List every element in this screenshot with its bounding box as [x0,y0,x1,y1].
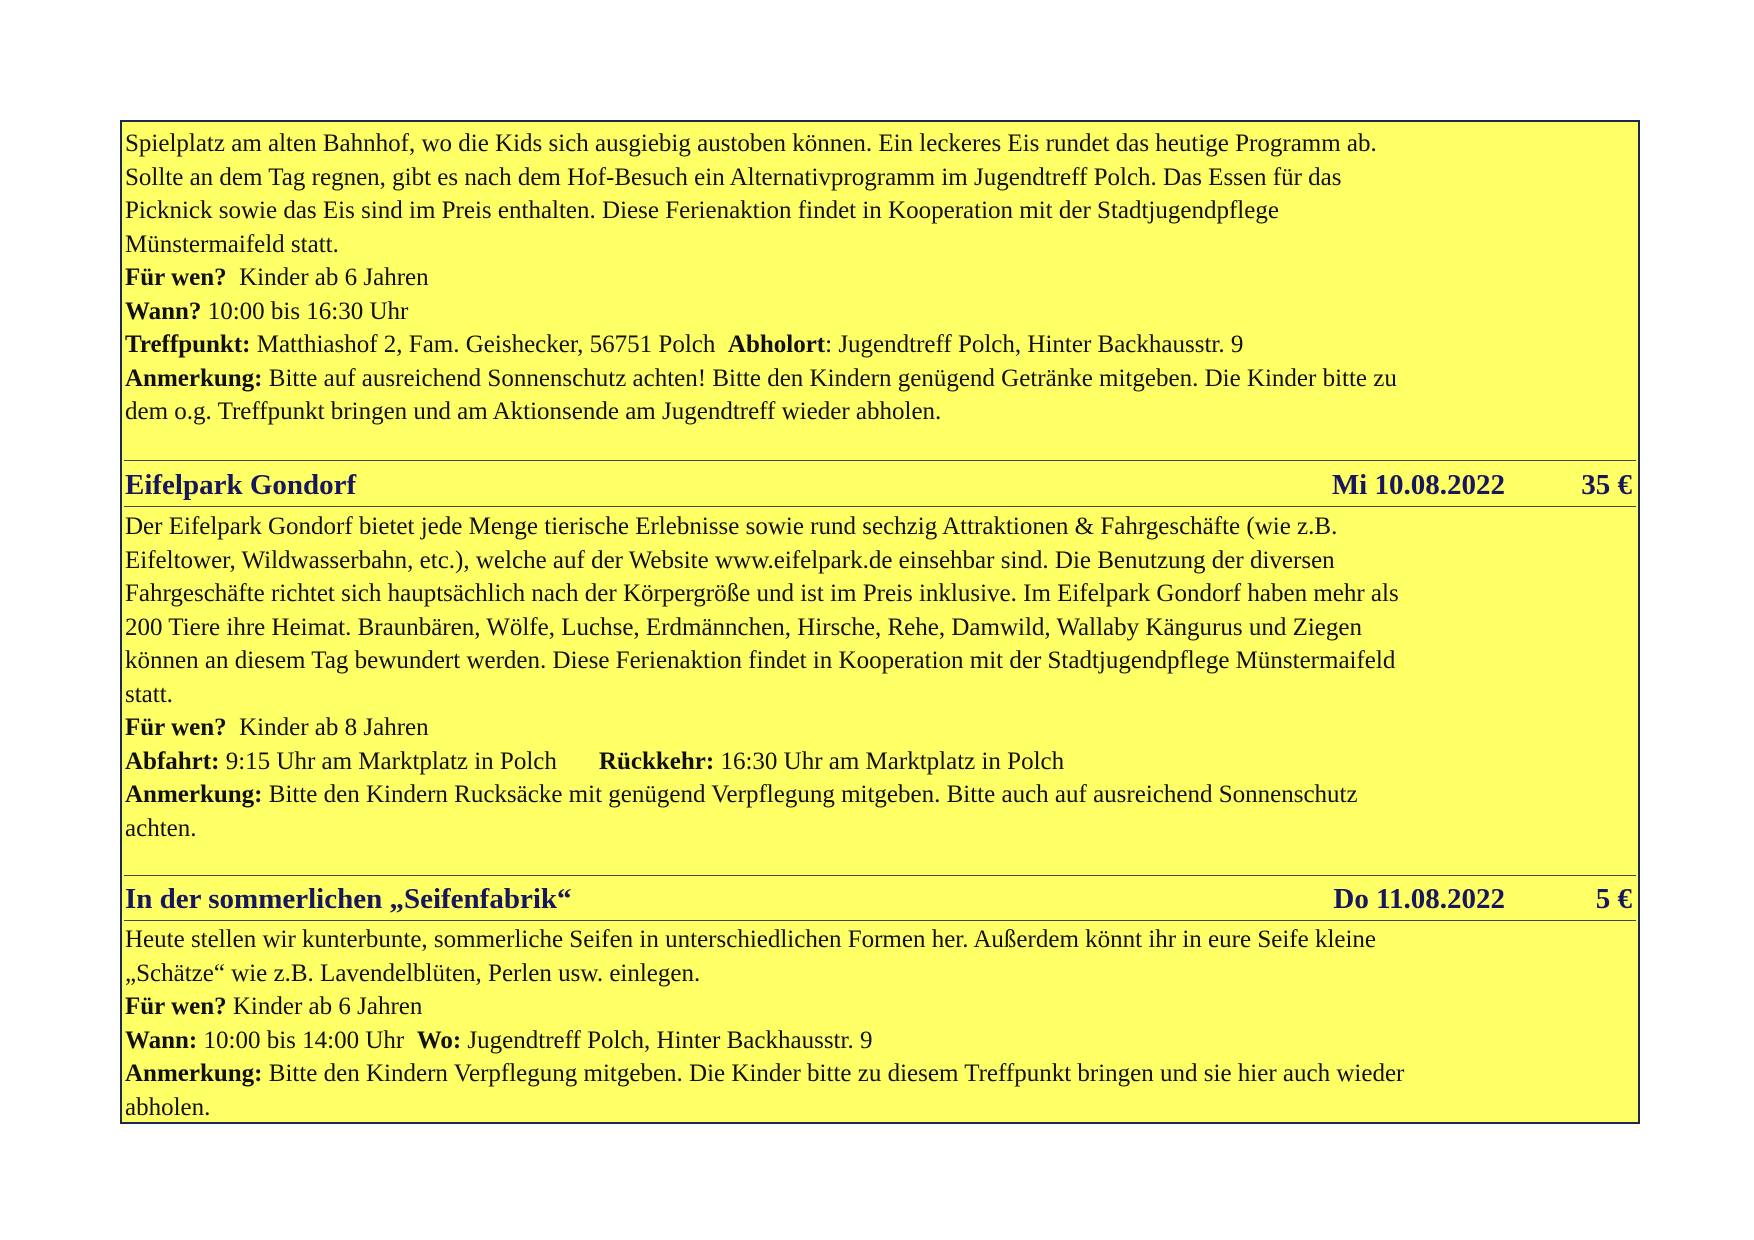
description-line: Sollte an dem Tag regnen, gibt es nach dem Hof-Besuch ein Alternativprogramm im Jugendtreff Polch. Das Essen für das [125,163,1342,191]
audience-value: Kinder ab 6 Jahren [239,264,429,291]
pickup-value: : Jugendtreff Polch, Hinter Backhausstr. 9 [825,331,1244,358]
event-date: Mi 10.08.2022 [1331,469,1505,501]
event-date: Do 11.08.2022 [1333,883,1505,915]
section-divider [124,875,1636,876]
return-value: 16:30 Uhr am Marktplatz in Polch [720,747,1065,775]
time-value: 10:00 bis 14:00 Uhr [203,1026,405,1054]
description-line: „Schätze“ wie z.B. Lavendelblüten, Perlen usw. einlegen. [125,959,701,987]
departure-label: Abfahrt: [125,747,220,775]
description-line: Fahrgeschäfte richtet sich hauptsächlich nach der Körpergröße und ist im Preis inklusive. Im Eifelpark Gondorf haben mehr als [125,580,1399,607]
audience-label: Für wen? [125,714,227,741]
description-line: Picknick sowie das Eis sind im Preis enthalten. Diese Ferienaktion findet in Kooperation mit der Stadtjugendpflege [125,197,1279,224]
description-line: Münstermaifeld statt. [125,230,339,258]
time-value: 10:00 bis 16:30 Uhr [207,297,409,325]
return-label: Rückkehr: [598,747,715,775]
note-line: achten. [125,814,197,842]
audience-label: Für wen? [125,993,227,1020]
description-line: Eifeltower, Wildwasserbahn, etc.), welche auf der Website www.eifelpark.de einsehbar sind. Die Benutzung der diversen [125,546,1335,574]
description-line: können an diesem Tag bewundert werden. Diese Ferienaktion findet in Kooperation mit der Stadtjugendpflege Münstermaifeld [125,647,1396,674]
time-line [125,295,408,329]
time-label: Wann: [125,1026,198,1054]
audience-value: Kinder ab 8 Jahren [239,714,429,741]
meeting-point-value: Matthiashof 2, Fam. Geishecker, 56751 Polch [256,331,716,358]
description-line: Heute stellen wir kunterbunte, sommerliche Seifen in unterschiedlichen Formen her. Außerdem könnt ihr in eure Seife kleine [125,926,1377,953]
event-title: In der sommerlichen „Seifenfabrik“ [125,883,572,915]
time-label: Wann? [125,297,202,325]
section-divider [124,506,1636,507]
location-label: Wo: [416,1026,462,1054]
meeting-point-label: Treffpunkt: [125,331,251,358]
description-line: Spielplatz am alten Bahnhof, wo die Kids sich ausgiebig austoben können. Ein leckeres Eis rundet das heutige Programm ab. [125,130,1377,157]
event-header [125,465,1632,505]
note-text: Bitte den Kindern Rucksäcke mit genügend Verpflegung mitgeben. Bitte auch auf ausreichend Sonnenschutz [268,781,1358,808]
note-line: dem o.g. Treffpunkt bringen und am Aktionsende am Jugendtreff wieder abholen. [125,398,942,425]
event-header [125,879,1632,919]
time-line [125,1024,872,1058]
note-label: Anmerkung: [125,781,263,808]
audience-label: Für wen? [125,264,227,291]
program-table [120,120,1640,1124]
note-label: Anmerkung: [125,364,263,392]
pickup-label: Abholort [727,331,826,358]
note-line: abholen. [125,1093,211,1121]
audience-line [125,261,429,295]
event-title: Eifelpark Gondorf [125,469,357,501]
location-value: Jugendtreff Polch, Hinter Backhausstr. 9 [467,1026,873,1054]
departure-value: 9:15 Uhr am Marktplatz in Polch [225,747,557,775]
description-line: 200 Tiere ihre Heimat. Braunbären, Wölfe, Luchse, Erdmännchen, Hirsche, Rehe, Damwild, Wallaby Kängurus und Ziegen [125,613,1362,641]
note-line [125,362,1397,396]
note-line [125,778,1358,812]
note-text: Bitte auf ausreichend Sonnenschutz achten! Bitte den Kindern genügend Getränke mitgeben. Die Kinder bitte zu [268,364,1397,392]
section-divider [124,920,1636,921]
section-divider [124,460,1636,461]
note-text: Bitte den Kindern Verpflegung mitgeben. Die Kinder bitte zu diesem Treffpunkt bringen und sie hier auch wieder [268,1060,1405,1087]
audience-value: Kinder ab 6 Jahren [232,993,423,1020]
event-price: 35 € [1581,469,1632,501]
audience-line [125,711,429,745]
description-line: Der Eifelpark Gondorf bietet jede Menge tierische Erlebnisse sowie rund sechzig Attraktionen & Fahrgeschäfte (wie z.B. [125,513,1338,540]
departure-line [125,745,1064,779]
note-label: Anmerkung: [125,1060,263,1087]
note-line [125,1057,1404,1091]
description-line: statt. [125,680,173,708]
audience-line [125,990,422,1024]
event-price: 5 € [1595,883,1632,915]
meeting-point-line [125,328,1243,362]
